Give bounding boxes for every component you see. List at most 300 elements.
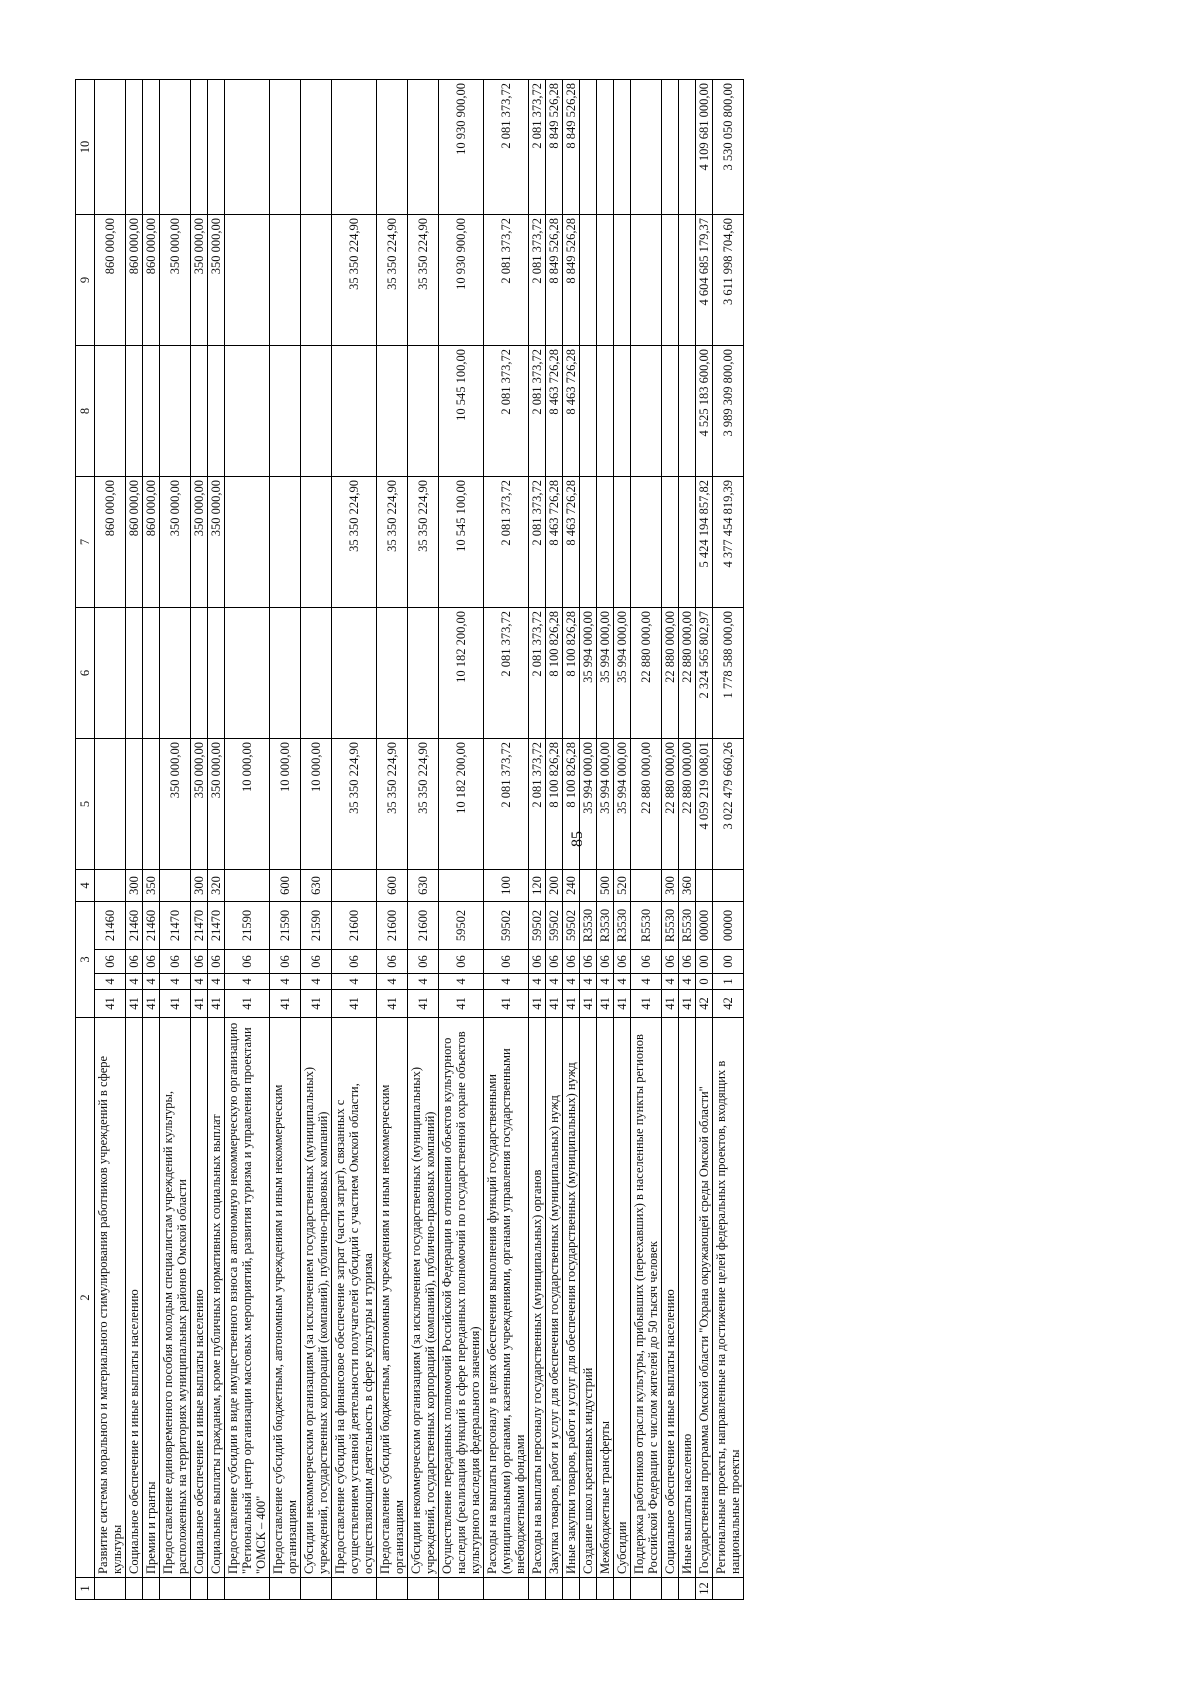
value-col-8: 2 081 373,72 xyxy=(484,346,529,477)
value-col-5 xyxy=(143,739,160,870)
value-col-5 xyxy=(126,739,143,870)
value-col-6: 35 994 000,00 xyxy=(580,608,597,739)
value-col-6: 8 100 826,28 xyxy=(546,608,563,739)
code-expense-type: 630 xyxy=(408,870,439,902)
code-main-event: 06 xyxy=(270,950,301,974)
code-program: 41 xyxy=(95,990,126,1018)
value-col-10: 8 849 526,28 xyxy=(546,80,563,215)
code-main-event: 06 xyxy=(529,950,546,974)
value-col-6 xyxy=(332,608,377,739)
code-direction: 21600 xyxy=(408,902,439,950)
value-col-6: 22 880 000,00 xyxy=(631,608,662,739)
row-index xyxy=(529,1578,546,1600)
code-main-event: 06 xyxy=(614,950,631,974)
code-direction: 59502 xyxy=(439,902,484,950)
row-index: 12 xyxy=(696,1578,713,1600)
code-program: 42 xyxy=(696,990,713,1018)
code-direction: 00000 xyxy=(696,902,713,950)
code-program: 41 xyxy=(563,990,580,1018)
header-cell: 9 xyxy=(76,215,95,346)
value-col-7 xyxy=(301,477,332,608)
row-name: Иные закупки товаров, работ и услуг для обеспечения государственных (муниципальных) нужд xyxy=(563,1018,580,1578)
row-name: Расходы на выплаты персоналу в целях обеспечения выполнения функций государственными (муниципальными) органами, казенными учреждениями, органами управления государственными внебюджетными фондами xyxy=(484,1018,529,1578)
value-col-10: 2 081 373,72 xyxy=(529,80,546,215)
code-main-event: 06 xyxy=(484,950,529,974)
value-col-6: 22 880 000,00 xyxy=(662,608,679,739)
code-main-event: 06 xyxy=(662,950,679,974)
header-cell: 2 xyxy=(76,1018,95,1578)
code-program: 41 xyxy=(408,990,439,1018)
code-main-event: 00 xyxy=(696,950,713,974)
row-index xyxy=(713,1578,744,1600)
value-col-10 xyxy=(126,80,143,215)
code-direction: 21470 xyxy=(191,902,208,950)
value-col-5: 22 880 000,00 xyxy=(631,739,662,870)
value-col-8 xyxy=(191,346,208,477)
row-name: Межбюджетные трансферты xyxy=(597,1018,614,1578)
code-direction: 21590 xyxy=(301,902,332,950)
code-program: 41 xyxy=(614,990,631,1018)
code-main-event: 06 xyxy=(208,950,225,974)
code-expense-type: 630 xyxy=(301,870,332,902)
value-col-6 xyxy=(126,608,143,739)
table-row xyxy=(208,80,225,1600)
value-col-8 xyxy=(679,346,696,477)
row-index xyxy=(377,1578,408,1600)
value-col-9: 860 000,00 xyxy=(143,215,160,346)
table-row xyxy=(191,80,208,1600)
code-main-event: 06 xyxy=(563,950,580,974)
value-col-9 xyxy=(679,215,696,346)
table-row xyxy=(662,80,679,1600)
code-direction: 59502 xyxy=(484,902,529,950)
value-col-9: 8 849 526,28 xyxy=(546,215,563,346)
code-program: 41 xyxy=(484,990,529,1018)
value-col-9: 860 000,00 xyxy=(126,215,143,346)
value-col-7: 35 350 224,90 xyxy=(332,477,377,608)
value-col-6 xyxy=(160,608,191,739)
value-col-8: 10 545 100,00 xyxy=(439,346,484,477)
code-direction: 21460 xyxy=(143,902,160,950)
code-program: 41 xyxy=(191,990,208,1018)
value-col-7: 8 463 726,28 xyxy=(563,477,580,608)
row-index xyxy=(631,1578,662,1600)
header-cell: 5 xyxy=(76,739,95,870)
code-main-event: 06 xyxy=(546,950,563,974)
code-expense-type xyxy=(332,870,377,902)
code-direction: 21590 xyxy=(270,902,301,950)
row-index xyxy=(408,1578,439,1600)
code-main-event: 06 xyxy=(580,950,597,974)
row-name: Государственная программа Омской области "Охрана окружающей среды Омской области" xyxy=(696,1018,713,1578)
value-col-10 xyxy=(408,80,439,215)
code-subprogram: 4 xyxy=(614,974,631,990)
code-subprogram: 4 xyxy=(270,974,301,990)
code-main-event: 06 xyxy=(377,950,408,974)
code-program: 41 xyxy=(126,990,143,1018)
value-col-5: 35 350 224,90 xyxy=(377,739,408,870)
code-expense-type xyxy=(713,870,744,902)
row-index xyxy=(484,1578,529,1600)
value-col-5: 35 994 000,00 xyxy=(580,739,597,870)
value-col-10: 10 930 900,00 xyxy=(439,80,484,215)
value-col-8 xyxy=(208,346,225,477)
value-col-5: 10 182 200,00 xyxy=(439,739,484,870)
value-col-10 xyxy=(679,80,696,215)
value-col-7: 4 377 454 819,39 xyxy=(713,477,744,608)
value-col-10 xyxy=(225,80,270,215)
code-program: 41 xyxy=(208,990,225,1018)
row-name: Поддержка работников отрасли культуры, прибывших (переехавших) в населенные пункты регионов Российской Федерации с числом жителей до 50 тысяч человек xyxy=(631,1018,662,1578)
row-index xyxy=(143,1578,160,1600)
code-main-event: 06 xyxy=(631,950,662,974)
code-expense-type xyxy=(580,870,597,902)
code-subprogram: 0 xyxy=(696,974,713,990)
code-direction: R5530 xyxy=(679,902,696,950)
code-subprogram: 4 xyxy=(126,974,143,990)
code-main-event: 06 xyxy=(225,950,270,974)
row-name: Социальное обеспечение и иные выплаты населению xyxy=(126,1018,143,1578)
header-cell: 8 xyxy=(76,346,95,477)
value-col-10 xyxy=(191,80,208,215)
value-col-9: 860 000,00 xyxy=(95,215,126,346)
code-direction: 21470 xyxy=(208,902,225,950)
code-main-event: 06 xyxy=(597,950,614,974)
code-program: 41 xyxy=(546,990,563,1018)
value-col-7 xyxy=(597,477,614,608)
row-name: Региональные проекты, направленные на достижение целей федеральных проектов, входящих в национальные проекты xyxy=(713,1018,744,1578)
value-col-8: 3 989 309 800,00 xyxy=(713,346,744,477)
code-direction: 21470 xyxy=(160,902,191,950)
code-main-event: 06 xyxy=(679,950,696,974)
table-row xyxy=(408,80,439,1600)
value-col-6 xyxy=(270,608,301,739)
rotated-table-container xyxy=(75,80,1087,1600)
code-subprogram: 4 xyxy=(225,974,270,990)
value-col-5: 10 000,00 xyxy=(225,739,270,870)
value-col-8 xyxy=(160,346,191,477)
header-cell: 10 xyxy=(76,80,95,215)
table-row xyxy=(546,80,563,1600)
code-expense-type: 200 xyxy=(546,870,563,902)
value-col-9: 350 000,00 xyxy=(191,215,208,346)
value-col-10 xyxy=(614,80,631,215)
value-col-7: 2 081 373,72 xyxy=(529,477,546,608)
code-subprogram: 4 xyxy=(208,974,225,990)
code-direction: 59502 xyxy=(529,902,546,950)
value-col-7 xyxy=(679,477,696,608)
row-index xyxy=(614,1578,631,1600)
value-col-9: 350 000,00 xyxy=(160,215,191,346)
code-main-event: 00 xyxy=(713,950,744,974)
code-main-event: 06 xyxy=(301,950,332,974)
value-col-6: 8 100 826,28 xyxy=(563,608,580,739)
value-col-9 xyxy=(662,215,679,346)
code-direction: 21460 xyxy=(126,902,143,950)
row-index xyxy=(126,1578,143,1600)
value-col-7: 2 081 373,72 xyxy=(484,477,529,608)
value-col-9 xyxy=(225,215,270,346)
value-col-9: 35 350 224,90 xyxy=(332,215,377,346)
value-col-10 xyxy=(662,80,679,215)
code-main-event: 06 xyxy=(408,950,439,974)
row-index xyxy=(597,1578,614,1600)
header-cell: 1 xyxy=(76,1578,95,1600)
value-col-7: 860 000,00 xyxy=(126,477,143,608)
code-subprogram: 1 xyxy=(713,974,744,990)
row-index xyxy=(191,1578,208,1600)
table-row xyxy=(484,80,529,1600)
value-col-7 xyxy=(662,477,679,608)
code-expense-type: 600 xyxy=(377,870,408,902)
value-col-6: 2 324 565 802,97 xyxy=(696,608,713,739)
value-col-6: 2 081 373,72 xyxy=(529,608,546,739)
code-direction: R3530 xyxy=(614,902,631,950)
value-col-5: 10 000,00 xyxy=(301,739,332,870)
value-col-8 xyxy=(408,346,439,477)
code-subprogram: 4 xyxy=(529,974,546,990)
table-row xyxy=(597,80,614,1600)
value-col-10 xyxy=(597,80,614,215)
value-col-6 xyxy=(301,608,332,739)
code-subprogram: 4 xyxy=(597,974,614,990)
code-program: 41 xyxy=(143,990,160,1018)
row-index xyxy=(160,1578,191,1600)
code-expense-type: 320 xyxy=(208,870,225,902)
value-col-5: 10 000,00 xyxy=(270,739,301,870)
code-expense-type: 120 xyxy=(529,870,546,902)
value-col-6 xyxy=(225,608,270,739)
value-col-8 xyxy=(631,346,662,477)
value-col-5: 35 994 000,00 xyxy=(614,739,631,870)
value-col-10 xyxy=(95,80,126,215)
value-col-6 xyxy=(377,608,408,739)
value-col-10 xyxy=(631,80,662,215)
value-col-10 xyxy=(332,80,377,215)
code-subprogram: 4 xyxy=(563,974,580,990)
table-row xyxy=(143,80,160,1600)
value-col-7: 35 350 224,90 xyxy=(377,477,408,608)
value-col-5: 35 994 000,00 xyxy=(597,739,614,870)
code-direction: 21460 xyxy=(95,902,126,950)
value-col-7: 350 000,00 xyxy=(160,477,191,608)
value-col-9: 2 081 373,72 xyxy=(529,215,546,346)
value-col-8 xyxy=(597,346,614,477)
value-col-8: 2 081 373,72 xyxy=(529,346,546,477)
code-expense-type xyxy=(439,870,484,902)
code-expense-type xyxy=(631,870,662,902)
value-col-9 xyxy=(270,215,301,346)
code-direction: 00000 xyxy=(713,902,744,950)
value-col-7: 350 000,00 xyxy=(208,477,225,608)
budget-table xyxy=(75,79,744,1600)
value-col-5: 4 059 219 008,01 xyxy=(696,739,713,870)
value-col-5: 22 880 000,00 xyxy=(679,739,696,870)
code-expense-type xyxy=(225,870,270,902)
header-cell: 4 xyxy=(76,870,95,902)
header-cell: 7 xyxy=(76,477,95,608)
code-main-event: 06 xyxy=(191,950,208,974)
value-col-8 xyxy=(301,346,332,477)
value-col-7: 860 000,00 xyxy=(143,477,160,608)
table-row xyxy=(160,80,191,1600)
code-subprogram: 4 xyxy=(546,974,563,990)
code-program: 42 xyxy=(713,990,744,1018)
code-subprogram: 4 xyxy=(408,974,439,990)
code-program: 41 xyxy=(679,990,696,1018)
value-col-6: 35 994 000,00 xyxy=(597,608,614,739)
code-main-event: 06 xyxy=(126,950,143,974)
value-col-6: 10 182 200,00 xyxy=(439,608,484,739)
value-col-8 xyxy=(614,346,631,477)
value-col-8: 8 463 726,28 xyxy=(563,346,580,477)
value-col-7 xyxy=(614,477,631,608)
value-col-7: 10 545 100,00 xyxy=(439,477,484,608)
row-name: Предоставление субсидий бюджетным, автономным учреждениям и иным некоммерческим организациям xyxy=(377,1018,408,1578)
value-col-8 xyxy=(270,346,301,477)
code-expense-type xyxy=(696,870,713,902)
code-subprogram: 4 xyxy=(439,974,484,990)
code-program: 41 xyxy=(160,990,191,1018)
row-index xyxy=(225,1578,270,1600)
value-col-7: 350 000,00 xyxy=(191,477,208,608)
value-col-9: 10 930 900,00 xyxy=(439,215,484,346)
row-name: Расходы на выплаты персоналу государственных (муниципальных) органов xyxy=(529,1018,546,1578)
row-index xyxy=(95,1578,126,1600)
row-name: Закупка товаров, работ и услуг для обеспечения государственных (муниципальных) нужд xyxy=(546,1018,563,1578)
code-subprogram: 4 xyxy=(301,974,332,990)
code-program: 41 xyxy=(580,990,597,1018)
row-name: Социальные выплаты гражданам, кроме публичных нормативных социальных выплат xyxy=(208,1018,225,1578)
value-col-5: 8 100 826,28 xyxy=(563,739,580,870)
row-index xyxy=(208,1578,225,1600)
row-name: Предоставление субсидии в виде имущественного взноса в автономную некоммерческую организацию "Региональный центр организации массовых мероприятий, развития туризма и управления проектами "ОМСК – 400" xyxy=(225,1018,270,1578)
table-row xyxy=(270,80,301,1600)
value-col-8: 4 525 183 600,00 xyxy=(696,346,713,477)
table-row xyxy=(439,80,484,1600)
row-name: Субсидии некоммерческим организациям (за исключением государственных (муниципальных) учреждений, государственных корпораций (компаний), публично-правовых компаний) xyxy=(301,1018,332,1578)
value-col-6 xyxy=(408,608,439,739)
table-row xyxy=(580,80,597,1600)
value-col-6: 2 081 373,72 xyxy=(484,608,529,739)
code-direction: R3530 xyxy=(597,902,614,950)
code-subprogram: 4 xyxy=(191,974,208,990)
code-direction: R5530 xyxy=(631,902,662,950)
table-row xyxy=(225,80,270,1600)
table-row xyxy=(614,80,631,1600)
value-col-5: 35 350 224,90 xyxy=(332,739,377,870)
code-program: 41 xyxy=(225,990,270,1018)
value-col-10 xyxy=(301,80,332,215)
row-name: Иные выплаты населению xyxy=(679,1018,696,1578)
value-col-7 xyxy=(580,477,597,608)
table-row xyxy=(713,80,744,1600)
code-main-event: 06 xyxy=(143,950,160,974)
code-expense-type: 100 xyxy=(484,870,529,902)
value-col-10: 8 849 526,28 xyxy=(563,80,580,215)
code-direction: 59502 xyxy=(563,902,580,950)
value-col-5: 350 000,00 xyxy=(160,739,191,870)
row-index xyxy=(332,1578,377,1600)
value-col-10 xyxy=(160,80,191,215)
code-expense-type xyxy=(95,870,126,902)
code-subprogram: 4 xyxy=(143,974,160,990)
code-direction: 21600 xyxy=(332,902,377,950)
row-index xyxy=(563,1578,580,1600)
value-col-9: 3 611 998 704,60 xyxy=(713,215,744,346)
code-expense-type: 300 xyxy=(662,870,679,902)
header-cell: 3 xyxy=(76,902,95,1018)
row-index xyxy=(679,1578,696,1600)
code-program: 41 xyxy=(439,990,484,1018)
code-subprogram: 4 xyxy=(580,974,597,990)
code-subprogram: 4 xyxy=(160,974,191,990)
code-program: 41 xyxy=(631,990,662,1018)
code-main-event: 06 xyxy=(95,950,126,974)
row-name: Субсидии некоммерческим организациям (за исключением государственных (муниципальных) учреждений, государственных корпораций (компаний), публично-правовых компаний) xyxy=(408,1018,439,1578)
value-col-8 xyxy=(662,346,679,477)
code-direction: R3530 xyxy=(580,902,597,950)
code-expense-type: 300 xyxy=(191,870,208,902)
value-col-5: 350 000,00 xyxy=(191,739,208,870)
table-row xyxy=(95,80,126,1600)
header-cell: 6 xyxy=(76,608,95,739)
row-index xyxy=(270,1578,301,1600)
value-col-8 xyxy=(143,346,160,477)
table-row xyxy=(679,80,696,1600)
value-col-6: 35 994 000,00 xyxy=(614,608,631,739)
code-expense-type: 520 xyxy=(614,870,631,902)
value-col-10 xyxy=(580,80,597,215)
value-col-9: 8 849 526,28 xyxy=(563,215,580,346)
value-col-7: 8 463 726,28 xyxy=(546,477,563,608)
code-expense-type: 300 xyxy=(126,870,143,902)
value-col-10: 4 109 681 000,00 xyxy=(696,80,713,215)
code-subprogram: 4 xyxy=(631,974,662,990)
value-col-8 xyxy=(225,346,270,477)
value-col-9 xyxy=(301,215,332,346)
table-row xyxy=(529,80,546,1600)
table-row xyxy=(696,80,713,1600)
value-col-5: 22 880 000,00 xyxy=(662,739,679,870)
value-col-5: 35 350 224,90 xyxy=(408,739,439,870)
code-subprogram: 4 xyxy=(95,974,126,990)
row-name: Премии и гранты xyxy=(143,1018,160,1578)
code-program: 41 xyxy=(270,990,301,1018)
row-name: Предоставление единовременного пособия молодым специалистам учреждений культуры, расположенных на территориях муниципальных районов Омской области xyxy=(160,1018,191,1578)
value-col-6 xyxy=(208,608,225,739)
code-expense-type: 240 xyxy=(563,870,580,902)
value-col-6 xyxy=(143,608,160,739)
value-col-7: 5 424 194 857,82 xyxy=(696,477,713,608)
code-program: 41 xyxy=(332,990,377,1018)
code-expense-type: 350 xyxy=(143,870,160,902)
code-main-event: 06 xyxy=(439,950,484,974)
value-col-5: 2 081 373,72 xyxy=(529,739,546,870)
table-row xyxy=(332,80,377,1600)
table-row xyxy=(563,80,580,1600)
code-main-event: 06 xyxy=(332,950,377,974)
value-col-10 xyxy=(270,80,301,215)
row-name: Предоставление субсидий бюджетным, автономным учреждениям и иным некоммерческим организациям xyxy=(270,1018,301,1578)
table-row xyxy=(377,80,408,1600)
code-direction: R5530 xyxy=(662,902,679,950)
value-col-10 xyxy=(377,80,408,215)
value-col-9: 35 350 224,90 xyxy=(408,215,439,346)
value-col-8 xyxy=(377,346,408,477)
value-col-9 xyxy=(614,215,631,346)
table-row xyxy=(631,80,662,1600)
